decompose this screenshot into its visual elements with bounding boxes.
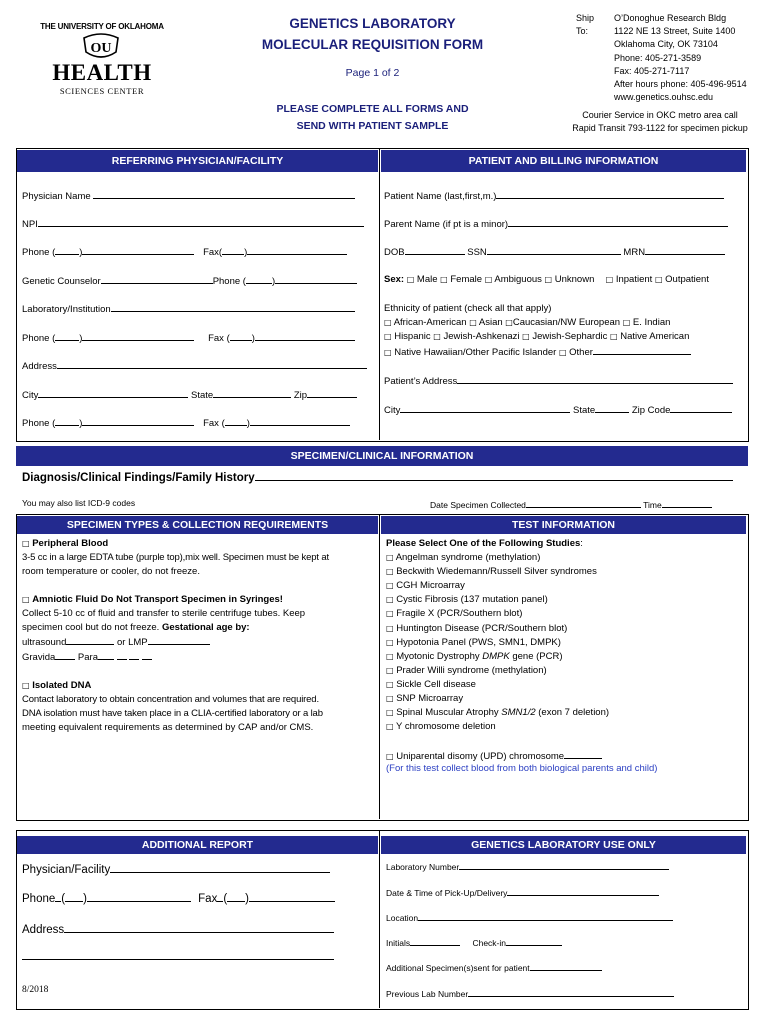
upd-checkbox[interactable]: □ Uniparental disomy (UPD) chromosome [386, 749, 741, 763]
ethnicity-row-1 [384, 317, 670, 328]
sex-label: Sex: [384, 274, 405, 285]
previous-lab-number-field[interactable] [386, 987, 674, 999]
patient-address-label: Patient’s Address [384, 376, 458, 387]
sex-ambiguous-checkbox[interactable]: □ Ambiguous [484, 274, 542, 285]
previous-lab-number-label: Previous Lab Number [386, 989, 469, 999]
inpatient-checkbox[interactable]: □ Inpatient [605, 274, 653, 285]
initials-checkin-field[interactable] [386, 936, 562, 948]
university-logo [38, 22, 166, 98]
test-checkbox[interactable]: □ Angelman syndrome (methylation) [386, 552, 541, 564]
lab-number-label: Laboratory Number [386, 862, 460, 872]
test-info-header: TEST INFORMATION [381, 516, 746, 534]
ethnicity-checkbox[interactable]: □ Jewish-Ashkenazi [433, 331, 520, 342]
pickup-label: Date & Time of Pick-Up/Delivery [386, 888, 508, 898]
ethnicity-checkbox[interactable]: □ Native Hawaiian/Other Pacific Islander [384, 347, 557, 358]
ou-emblem-icon [82, 32, 120, 62]
section-divider [379, 149, 380, 440]
fax-label: Fax ( [208, 333, 230, 344]
referring-header: REFERRING PHYSICIAN/FACILITY [17, 150, 378, 172]
svg-text:OU: OU [90, 41, 112, 56]
form-title-2: MOLECULAR REQUISITION FORM [261, 37, 484, 52]
fax-label: Fax ( [203, 418, 225, 429]
npi-label: NPI [22, 219, 38, 230]
initials-label: Initials [386, 938, 411, 948]
location-label: Location [386, 913, 419, 923]
upd-note: (For this test collect blood from both biological parents and child) [386, 763, 658, 775]
specimen-types-content [22, 537, 377, 735]
ultrasound-lmp-field[interactable]: ultrasound or LMP [22, 635, 377, 650]
report-address-field[interactable] [22, 921, 334, 936]
courier-line-2: Rapid Transit 793-1122 for specimen pickup [572, 123, 748, 133]
paren: ) [246, 418, 250, 429]
npi-field[interactable] [22, 217, 364, 230]
report-address-line-2[interactable] [22, 959, 334, 960]
date-collected-label: Date Specimen Collected [430, 500, 526, 510]
genetic-counselor-field[interactable] [22, 274, 357, 287]
ship-to-label: Ship To: [576, 13, 595, 37]
paren: ) [251, 333, 255, 344]
patient-name-label: Patient Name (last,first,m.) [384, 191, 497, 202]
sex-row [384, 274, 709, 285]
test-checkbox[interactable]: □ Hypotonia Panel (PWS, SMN1, DMPK) [386, 636, 561, 648]
ship-line: Oklahoma City, OK 73104 [614, 39, 718, 50]
outpatient-checkbox[interactable]: □ Outpatient [654, 274, 709, 285]
amniotic-fluid-text: Collect 5-10 cc of fluid and transfer to sterile centrifuge tubes. Keep [22, 608, 306, 619]
specimen-clinical-header: SPECIMEN/CLINICAL INFORMATION [16, 446, 748, 466]
diagnosis-field[interactable] [22, 469, 733, 484]
peripheral-blood-text: 3-5 cc in a large EDTA tube (purple top),mix well. Specimen must be kept at [22, 552, 329, 563]
genetic-counselor-label: Genetic Counselor [22, 276, 101, 287]
test-list [386, 538, 741, 778]
amniotic-fluid-checkbox[interactable]: □ Amniotic Fluid Do Not Transport Specimen in Syringes! [22, 594, 283, 605]
ethnicity-checkbox[interactable]: □ Hispanic [384, 331, 431, 342]
test-checkbox[interactable]: □ Myotonic Dystrophy DMPK gene (PCR) [386, 650, 563, 662]
test-checkbox[interactable]: □ Spinal Muscular Atrophy SMN1/2 (exon 7 deletion) [386, 707, 610, 719]
ship-line: After hours phone: 405-496-9514 [614, 79, 747, 90]
parent-name-field[interactable] [384, 217, 728, 230]
date-collected-field[interactable] [430, 498, 712, 510]
specimen-types-header: SPECIMEN TYPES & COLLECTION REQUIREMENTS [17, 516, 378, 534]
patient-address-field[interactable] [384, 374, 733, 387]
ship-line: Phone: 405-271-3589 [614, 52, 702, 63]
ethnicity-checkbox[interactable]: □ African-American [384, 317, 467, 328]
address-field[interactable] [22, 359, 367, 372]
page-indicator: Page 1 of 2 [345, 67, 400, 79]
laboratory-label: Laboratory/Institution [22, 304, 111, 315]
ship-line: Fax: 405-271-7117 [614, 65, 690, 76]
patient-city-state-zip-field[interactable] [384, 403, 732, 416]
test-checkbox[interactable]: □ Beckwith Wiedemann/Russell Silver syndromes [386, 566, 597, 578]
paren: ) [79, 418, 83, 429]
address-label: Address [22, 361, 57, 372]
ship-website-link[interactable]: www.genetics.ouhsc.edu [614, 92, 714, 103]
icd-note: You may also list ICD-9 codes [22, 498, 136, 508]
instruction-line-1: PLEASE COMPLETE ALL FORMS AND [276, 103, 469, 115]
physician-name-field[interactable] [22, 189, 355, 202]
state-label: State [573, 405, 596, 416]
test-checkbox[interactable]: □ Cystic Fibrosis (137 mutation panel) [386, 594, 548, 606]
ethnicity-checkbox[interactable]: □ E. Indian [622, 317, 671, 328]
test-checkbox[interactable]: □ Sickle Cell disease [386, 678, 476, 690]
ethnicity-checkbox[interactable]: □Caucasian/NW European [505, 317, 621, 328]
ssn-label: SSN [467, 247, 487, 258]
ethnicity-other-checkbox[interactable]: □ Other [558, 347, 593, 358]
phone-label: Phone ( [212, 276, 246, 287]
instruction-line-2: SEND WITH PATIENT SAMPLE [296, 120, 449, 132]
test-checkbox[interactable]: □ Y chromosome deletion [386, 721, 496, 733]
lab-number-field[interactable] [386, 860, 669, 872]
additional-specimen-label: Additional Specimen(s)sent for patient [386, 963, 530, 973]
test-checkbox[interactable]: □ Fragile X (PCR/Southern blot) [386, 608, 523, 620]
ethnicity-checkbox[interactable]: □ Jewish-Sephardic [522, 331, 608, 342]
address-label: Address [22, 924, 65, 936]
parent-name-label: Parent Name (if pt is a minor) [384, 219, 509, 230]
peripheral-blood-checkbox[interactable]: □ Peripheral Blood [22, 538, 109, 549]
state-label: State [191, 390, 214, 401]
physician-facility-label: Physician/Facility [22, 864, 111, 876]
ethnicity-checkbox[interactable]: □ Native American [610, 331, 690, 342]
sex-male-checkbox[interactable]: □ Male [406, 274, 438, 285]
zip-label: Zip Code [631, 405, 671, 416]
patient-header: PATIENT AND BILLING INFORMATION [381, 150, 746, 172]
isolated-dna-text: meeting equivalent requirements as determined by CAP and/or CMS. [22, 722, 314, 733]
test-checkbox[interactable]: □ Prader Willi syndrome (methylation) [386, 664, 547, 676]
phone-fax-row-1[interactable] [22, 245, 347, 258]
additional-report-header: ADDITIONAL REPORT [17, 836, 378, 854]
checkin-label: Check-in [472, 938, 507, 948]
peripheral-blood-text: room temperature or cooler, do not freeze. [22, 566, 200, 577]
additional-specimen-field[interactable] [386, 961, 602, 973]
city-label: City [22, 390, 39, 401]
phone-label: Phone ( [22, 247, 56, 258]
logo-top-text: THE UNIVERSITY OF OKLAHOMA [40, 22, 164, 31]
paren: ) [79, 333, 83, 344]
courier-line-1: Courier Service in OKC metro area call [582, 110, 738, 120]
laboratory-field[interactable] [22, 302, 355, 315]
test-checkbox[interactable]: □ SNP Microarray [386, 693, 464, 705]
pickup-field[interactable] [386, 886, 659, 898]
logo-sub-text: SCIENCES CENTER [59, 86, 145, 96]
patient-name-field[interactable] [384, 189, 724, 202]
city-label: City [384, 405, 401, 416]
time-label: Time [643, 500, 662, 510]
ethnicity-row-3 [384, 345, 691, 358]
paren: ) [244, 247, 248, 258]
physician-name-label: Physician Name [22, 191, 91, 202]
zip-label: Zip [293, 390, 308, 401]
report-physician-field[interactable] [22, 861, 330, 876]
logo-main-text: HEALTH [52, 60, 152, 85]
test-checkbox[interactable]: □ Huntington Disease (PCR/Southern blot) [386, 622, 568, 634]
amniotic-fluid-text: specimen cool but do not freeze. Gestational age by: [22, 622, 250, 633]
city-state-zip-field[interactable] [22, 388, 357, 401]
paren: ) [271, 276, 276, 287]
dob-label: DOB [384, 247, 405, 258]
diagnosis-label: Diagnosis/Clinical Findings/Family History [22, 472, 255, 484]
phone-label: Phone [22, 893, 56, 905]
dob-ssn-mrn-field[interactable] [384, 245, 725, 258]
section-divider [379, 515, 380, 819]
phone-fax-row-3[interactable] [22, 416, 350, 429]
ship-line: 1122 NE 13 Street, Suite 1400 [614, 26, 736, 37]
form-title-1: GENETICS LABORATORY [289, 16, 456, 31]
test-checkbox[interactable]: □ CGH Microarray [386, 580, 465, 592]
sex-unknown-checkbox[interactable]: □ Unknown [544, 274, 595, 285]
isolated-dna-text: DNA isolation must have taken place in a CLIA-certified laboratory or a lab [22, 708, 323, 719]
fax-label: Fax( [203, 247, 223, 258]
isolated-dna-text: Contact laboratory to obtain concentration and volumes that are required. [22, 694, 319, 705]
phone-label: Phone ( [22, 333, 56, 344]
paren: ) [79, 247, 83, 258]
report-phone-fax-field[interactable]: Phone ( ) Fax ( ) [22, 890, 335, 905]
mrn-label: MRN [623, 247, 646, 258]
phone-fax-row-2[interactable] [22, 331, 355, 344]
gravida-para-field[interactable]: Gravida Para [22, 650, 377, 665]
ship-line: O’Donoghue Research Bldg [614, 13, 727, 23]
fax-label: Fax [198, 893, 218, 905]
sex-female-checkbox[interactable]: □ Female [440, 274, 483, 285]
form-version-date: 8/2018 [22, 985, 49, 995]
isolated-dna-checkbox[interactable]: □ Isolated DNA [22, 680, 92, 691]
phone-label: Phone ( [22, 418, 56, 429]
test-instruction: Please Select One of the Following Studies: [386, 538, 583, 549]
lab-use-header: GENETICS LABORATORY USE ONLY [381, 836, 746, 854]
ethnicity-row-2 [384, 331, 689, 342]
ethnicity-label: Ethnicity of patient (check all that apply) [384, 303, 552, 314]
section-divider [379, 831, 380, 1008]
ethnicity-checkbox[interactable]: □ Asian [469, 317, 503, 328]
location-field[interactable] [386, 911, 673, 923]
